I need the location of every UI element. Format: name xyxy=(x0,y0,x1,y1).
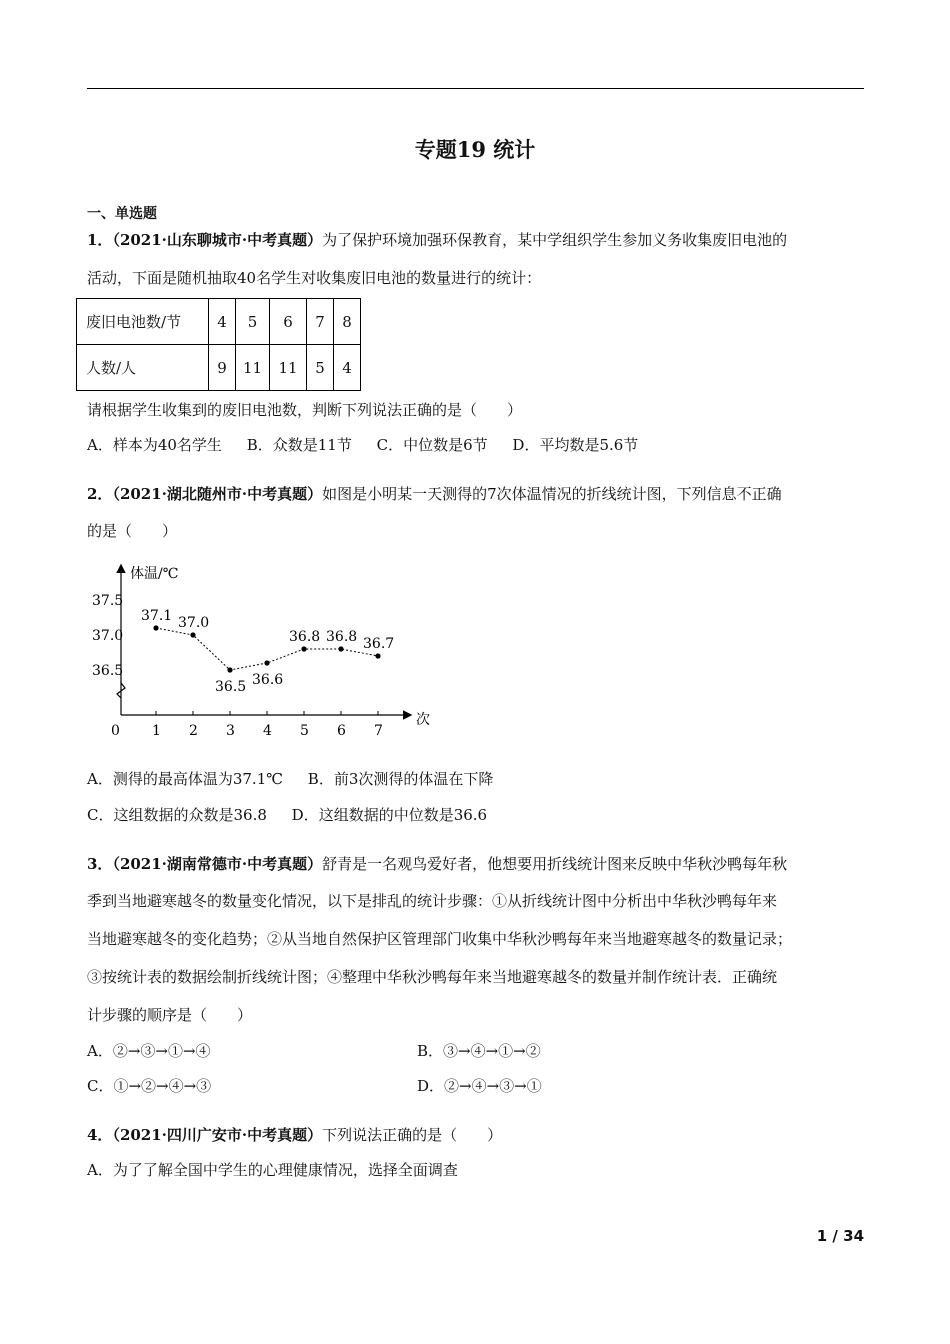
table-cell: 4 xyxy=(209,299,236,345)
x-tick-label: 4 xyxy=(263,723,272,739)
data-point xyxy=(227,667,232,672)
q4-number: 4． xyxy=(87,1126,113,1144)
data-label: 36.8 xyxy=(289,629,321,645)
q3-line1 xyxy=(87,853,787,874)
table-cell: 9 xyxy=(209,345,236,391)
data-label: 36.7 xyxy=(363,636,395,652)
q1-prompt: 请根据学生收集到的废旧电池数，判断下列说法正确的是（ ） xyxy=(87,401,523,419)
q2-line1 xyxy=(87,483,782,504)
table-cell: 6 xyxy=(270,299,307,345)
x-tick-label: 0 xyxy=(111,723,120,739)
q4-text: 下列说法正确的是（ ） xyxy=(322,1126,503,1144)
table-cell: 5 xyxy=(236,299,270,345)
data-point xyxy=(190,632,195,637)
q3-option-a[interactable]: A．②→③→①→④ xyxy=(87,1042,211,1060)
q3-text: 舒青是一名观鸟爱好者，他想要用折线统计图来反映中华秋沙鸭每年秋 xyxy=(322,855,788,873)
q3-line3: 当地避寒越冬的变化趋势；②从当地自然保护区管理部门收集中华秋沙鸭每年来当地避寒越冬的数量记录； xyxy=(87,930,793,948)
q3-number: 3． xyxy=(87,855,113,873)
q2-number: 2． xyxy=(87,485,113,503)
q3-option-c[interactable]: C．①→②→④→③ xyxy=(87,1077,212,1095)
q3-line4: ③按统计表的数据绘制折线统计图；④整理中华秋沙鸭每年来当地避寒越冬的数量并制作统计表．正确统 xyxy=(87,968,778,986)
q1-options xyxy=(87,434,658,455)
data-point xyxy=(153,625,158,630)
x-tick-label: 2 xyxy=(189,723,198,739)
table-cell: 8 xyxy=(334,299,361,345)
q1-text: 为了保护环境加强环保教育，某中学组织学生参加义务收集废旧电池的 xyxy=(322,231,788,249)
data-point xyxy=(375,653,380,658)
q1-source: （2021·山东聊城市·中考真题） xyxy=(112,231,323,249)
q3-source: （2021·湖南常德市·中考真题） xyxy=(112,855,323,873)
q3-line2: 季到当地避寒越冬的数量变化情况，以下是排乱的统计步骤：①从折线统计图中分析出中华秋沙鸭每年来 xyxy=(87,892,778,910)
table-cell: 7 xyxy=(307,299,334,345)
data-label: 37.0 xyxy=(178,615,210,631)
x-tick-label: 3 xyxy=(226,723,235,739)
y-axis-label: 体温/℃ xyxy=(130,566,179,582)
q2-option-c[interactable]: C．这组数据的众数是36.8 xyxy=(87,806,267,824)
q2-options-row1 xyxy=(87,768,513,789)
q1-number: 1． xyxy=(87,231,113,249)
y-tick-label: 37.0 xyxy=(92,628,124,644)
q1-line2: 活动，下面是随机抽取40名学生对收集废旧电池的数量进行的统计： xyxy=(87,269,542,287)
x-tick-label: 5 xyxy=(300,723,309,739)
q2-line2: 的是（ ） xyxy=(87,522,178,540)
data-point xyxy=(264,660,269,665)
page-number: 1 / 34 xyxy=(816,1227,864,1245)
data-label: 37.1 xyxy=(141,608,173,624)
data-point xyxy=(301,646,306,651)
q3-option-d[interactable]: D．②→④→③→① xyxy=(417,1077,542,1095)
q1-option-c[interactable]: C．中位数是6节 xyxy=(376,436,488,454)
q2-options-row2 xyxy=(87,804,507,825)
table-cell: 11 xyxy=(236,345,270,391)
data-label: 36.5 xyxy=(215,679,247,695)
battery-table xyxy=(76,298,361,391)
data-point xyxy=(338,646,343,651)
q3-line5: 计步骤的顺序是（ ） xyxy=(87,1006,253,1024)
table-header-cell: 废旧电池数/节 xyxy=(77,299,209,345)
y-tick-label: 36.5 xyxy=(92,663,124,679)
y-tick-label: 37.5 xyxy=(92,593,124,609)
x-tick-label: 1 xyxy=(152,723,161,739)
x-tick-label: 7 xyxy=(374,723,383,739)
q1-line1 xyxy=(87,229,787,250)
x-axis-label: 次 xyxy=(416,712,430,728)
q2-option-d[interactable]: D．这组数据的中位数是36.6 xyxy=(291,806,488,824)
table-row xyxy=(77,345,361,391)
temperature-line-chart xyxy=(88,558,438,743)
table-header-cell: 人数/人 xyxy=(77,345,209,391)
q4-line1 xyxy=(87,1124,502,1145)
table-cell: 11 xyxy=(270,345,307,391)
header-rule xyxy=(87,88,864,89)
table-cell: 4 xyxy=(334,345,361,391)
section-heading: 一、单选题 xyxy=(87,206,157,222)
q2-option-a[interactable]: A．测得的最高体温为37.1℃ xyxy=(87,770,284,788)
q2-source: （2021·湖北随州市·中考真题） xyxy=(112,485,323,503)
q2-text: 如图是小明某一天测得的7次体温情况的折线统计图，下列信息不正确 xyxy=(322,485,782,503)
x-tick-label: 6 xyxy=(337,723,346,739)
q4-option-a[interactable]: A．为了了解全国中学生的心理健康情况，选择全面调查 xyxy=(87,1161,458,1179)
y-axis xyxy=(117,683,125,715)
page-title: 专题19 统计 xyxy=(414,137,536,162)
data-label: 36.8 xyxy=(326,629,358,645)
q1-option-b[interactable]: B．众数是11节 xyxy=(246,436,352,454)
q3-option-b[interactable]: B．③→④→①→② xyxy=(417,1042,541,1060)
table-cell: 5 xyxy=(307,345,334,391)
table-row xyxy=(77,299,361,345)
q2-option-b[interactable]: B．前3次测得的体温在下降 xyxy=(307,770,494,788)
q4-source: （2021·四川广安市·中考真题） xyxy=(112,1126,323,1144)
data-label: 36.6 xyxy=(252,672,284,688)
q1-option-d[interactable]: D．平均数是5.6节 xyxy=(512,436,639,454)
q1-option-a[interactable]: A．样本为40名学生 xyxy=(87,436,222,454)
